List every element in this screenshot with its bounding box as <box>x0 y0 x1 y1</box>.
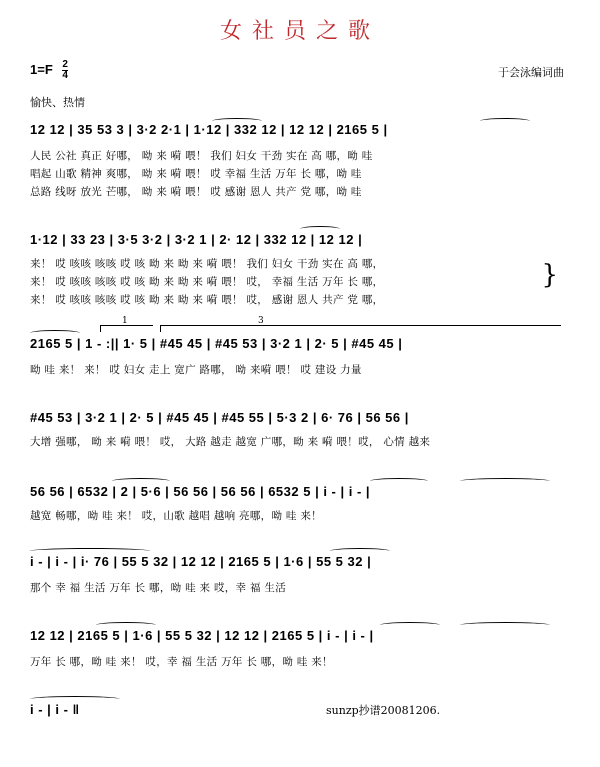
notation-line-7: 12 12 | 2165 5 | 1·6 | 55 5 32 | 12 12 | 2165 5 | i - | i - | <box>30 628 374 643</box>
volta-number-2: 3 <box>258 316 264 326</box>
tie <box>460 478 550 484</box>
key-label: 1=F <box>30 61 53 77</box>
notation-line-4: #45 53 | 3·2 1 | 2· 5 | #45 45 | #45 55 | 5·3 2 | 6· 76 | 56 56 | <box>30 410 409 425</box>
lyric-line-1-verse-1: 人民 公社 真正 好哪， 呦 来 嗬 喂！ 我们 妇女 干劲 实在 高 哪，呦 哇 <box>30 150 373 162</box>
lyric-line-1-verse-3: 总路 线呀 放光 芒哪， 呦 来 嗬 喂！ 哎 感谢 恩人 共产 党 哪，呦 哇 <box>30 186 362 198</box>
composer-credit: 于会泳编词曲 <box>498 66 564 79</box>
lyric-line-7: 万年 长 哪，呦 哇 来！ 哎，幸 福 生活 万年 长 哪，呦 哇 来！ <box>30 656 333 668</box>
time-signature <box>62 60 68 81</box>
time-signature-bottom: 4 <box>62 70 68 81</box>
notation-line-5: 56 56 | 6532 | 2 | 5·6 | 56 56 | 56 56 | 6532 5 | i - | i - | <box>30 484 371 499</box>
song-title: 女社员之歌 <box>219 19 380 44</box>
lyric-line-1-verse-2: 唱起 山歌 精神 爽哪， 呦 来 嗬 喂！ 哎 幸福 生活 万年 长 哪，呦 哇 <box>30 168 362 180</box>
lyric-line-4: 大增 强哪， 呦 来 嗬 喂！ 哎， 大路 越走 越宽 广哪，呦 来 嗬 喂！哎， 心情 越来 <box>30 436 431 448</box>
verse-bracket: } <box>541 260 558 290</box>
lyric-line-2-verse-3: 来！ 哎 咳咳 咳咳 哎 咳 呦 来 呦 来 嗬 喂！ 哎， 感谢 恩人 共产 党 哪， <box>30 294 384 306</box>
time-signature-top: 2 <box>62 59 68 70</box>
notation-line-6: i - | i - | i· 76 | 55 5 32 | 12 12 | 2165 5 | 1·6 | 55 5 32 | <box>30 554 372 569</box>
key-signature <box>30 60 68 81</box>
notation-line-3: 2165 5 | 1 - :|| 1· 5 | #45 45 | #45 53 | 3·2 1 | 2· 5 | #45 45 | <box>30 336 403 351</box>
volta-bracket-2 <box>160 325 561 332</box>
lyric-line-2-verse-2: 来！ 哎 咳咳 咳咳 哎 咳 呦 来 呦 来 嗬 喂！ 哎， 幸福 生活 万年 长 哪， <box>30 276 384 288</box>
notation-line-8: i - | i - ‖ <box>30 702 80 717</box>
volta-number-1: 1 <box>122 316 128 326</box>
lyric-line-2-verse-1: 来！ 哎 咳咳 咳咳 哎 咳 呦 来 呦 来 嗬 喂！ 我们 妇女 干劲 实在 高 哪， <box>30 258 384 270</box>
tie <box>460 622 550 628</box>
tempo-marking: 愉快、热情 <box>30 96 85 109</box>
notation-line-1: 12 12 | 35 53 3 | 3·2 2·1 | 1·12 | 332 12 | 12 12 | 2165 5 | <box>30 122 388 137</box>
transcription-credit: sunzp抄谱20081206. <box>326 704 441 717</box>
lyric-line-5: 越宽 畅哪，呦 哇 来！ 哎，山歌 越唱 越响 亮哪，呦 哇 来！ <box>30 510 322 522</box>
notation-line-2: 1·12 | 33 23 | 3·5 3·2 | 3·2 1 | 2· 12 | 332 12 | 12 12 | <box>30 232 363 247</box>
slur <box>370 478 428 484</box>
volta-bracket-1 <box>100 325 153 332</box>
slur <box>480 118 530 124</box>
lyric-line-3: 呦 哇 来！ 来！ 哎 妇女 走上 宽广 路哪， 呦 来嗬 喂！ 哎 建设 力量 <box>30 364 362 376</box>
slur <box>380 622 440 628</box>
lyric-line-6: 那个 幸 福 生活 万年 长 哪，呦 哇 来 哎，幸 福 生活 <box>30 582 287 594</box>
